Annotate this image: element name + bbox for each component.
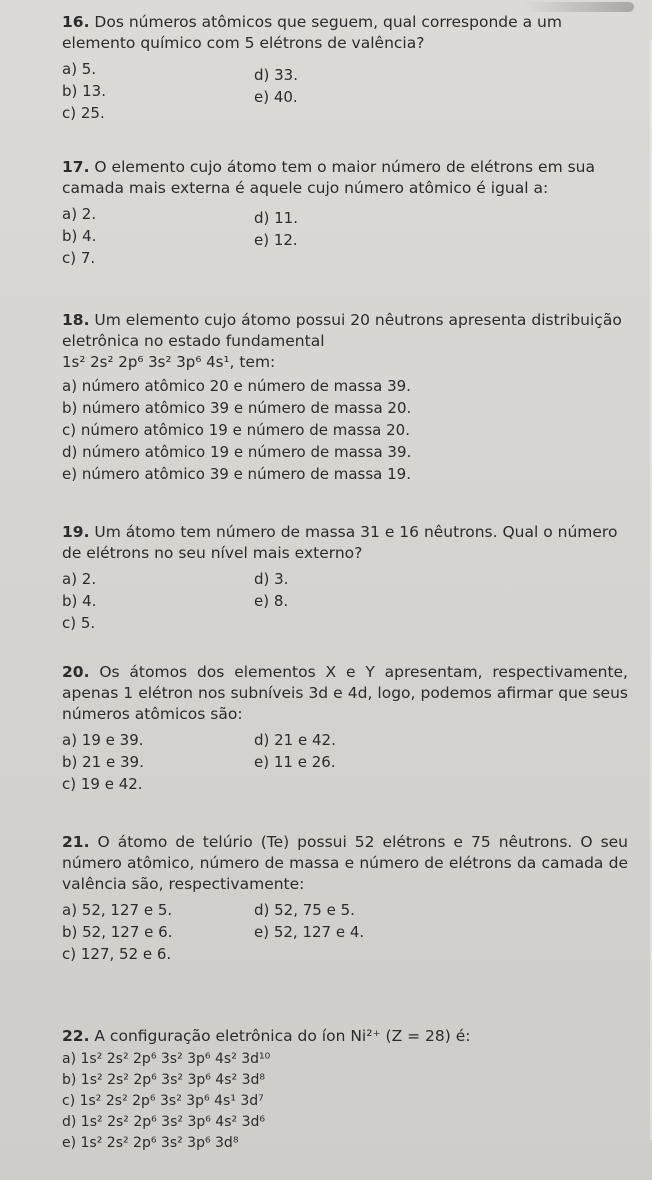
question-21 xyxy=(62,832,628,965)
options xyxy=(62,375,628,485)
option-a[interactable]: a) 2. xyxy=(62,205,97,223)
option-d[interactable]: d) 21 e 42. xyxy=(254,731,336,749)
option-d[interactable]: d) 11. xyxy=(254,209,298,227)
electron-configuration: 1s² 2s² 2p⁶ 3s² 3p⁶ 4s¹ xyxy=(62,353,230,371)
options xyxy=(62,1049,628,1154)
question-17 xyxy=(62,157,628,269)
question-21-stem xyxy=(62,832,628,895)
question-20 xyxy=(62,662,628,795)
option-d[interactable]: d) 1s² 2s² 2p⁶ 3s² 3p⁶ 4s² 3d⁶ xyxy=(62,1114,265,1130)
option-e[interactable]: e) 40. xyxy=(254,88,298,106)
question-number: 22. xyxy=(62,1027,90,1045)
option-a[interactable]: a) 52, 127 e 5. xyxy=(62,901,173,919)
question-18 xyxy=(62,310,628,485)
question-16 xyxy=(62,12,628,124)
option-c[interactable]: c) 25. xyxy=(62,104,105,122)
question-number: 18. xyxy=(62,311,90,329)
option-e[interactable]: e) 11 e 26. xyxy=(254,753,336,771)
question-number: 16. xyxy=(62,13,90,31)
option-d[interactable]: d) 52, 75 e 5. xyxy=(254,901,355,919)
question-19 xyxy=(62,522,628,634)
question-22-stem xyxy=(62,1026,628,1047)
option-b[interactable]: b) 21 e 39. xyxy=(62,753,144,771)
question-text: Dos números atômicos que seguem, qual corresponde a um elemento químico com 5 elétrons de valência? xyxy=(62,13,562,52)
option-c[interactable]: c) 127, 52 e 6. xyxy=(62,945,172,963)
option-a[interactable]: a) 5. xyxy=(62,60,97,78)
question-number: 19. xyxy=(62,523,90,541)
question-17-stem xyxy=(62,157,628,199)
option-b[interactable]: b) 4. xyxy=(62,227,97,245)
question-20-stem xyxy=(62,662,628,725)
question-18-stem xyxy=(62,310,628,373)
option-c[interactable]: c) 7. xyxy=(62,249,96,267)
question-text: Um elemento cujo átomo possui 20 nêutrons apresenta distribuição eletrônica no estado fundamental xyxy=(62,311,622,350)
option-c[interactable]: c) número atômico 19 e número de massa 20. xyxy=(62,421,410,439)
option-a[interactable]: a) 1s² 2s² 2p⁶ 3s² 3p⁶ 4s² 3d¹⁰ xyxy=(62,1051,271,1067)
option-b[interactable]: b) 4. xyxy=(62,592,97,610)
option-a[interactable]: a) número atômico 20 e número de massa 39. xyxy=(62,377,411,395)
question-number: 21. xyxy=(62,833,90,851)
option-b[interactable]: b) 52, 127 e 6. xyxy=(62,923,173,941)
question-text: Um átomo tem número de massa 31 e 16 nêutrons. Qual o número de elétrons no seu nível mais externo? xyxy=(62,523,618,562)
option-c[interactable]: c) 1s² 2s² 2p⁶ 3s² 3p⁶ 4s¹ 3d⁷ xyxy=(62,1093,264,1109)
option-b[interactable]: b) 1s² 2s² 2p⁶ 3s² 3p⁶ 4s² 3d⁸ xyxy=(62,1072,265,1088)
option-d[interactable]: d) 33. xyxy=(254,66,298,84)
option-e[interactable]: e) 1s² 2s² 2p⁶ 3s² 3p⁶ 3d⁸ xyxy=(62,1135,239,1151)
question-text: Os átomos dos elementos X e Y apresentam, respectivamente, apenas 1 elétron nos subníveis 3d e 4d, logo, podemos afirmar que seus números atômicos são: xyxy=(62,663,628,723)
option-e[interactable]: e) 52, 127 e 4. xyxy=(254,923,365,941)
question-number: 20. xyxy=(62,663,90,681)
option-e[interactable]: e) 12. xyxy=(254,231,298,249)
option-d[interactable]: d) 3. xyxy=(254,570,289,588)
question-text: A configuração eletrônica do íon Ni²⁺ (Z = 28) é: xyxy=(94,1027,471,1045)
option-c[interactable]: c) 19 e 42. xyxy=(62,775,143,793)
question-19-stem xyxy=(62,522,628,564)
question-text: O elemento cujo átomo tem o maior número de elétrons em sua camada mais externa é aquele cujo número atômico é igual a: xyxy=(62,158,596,197)
option-c[interactable]: c) 5. xyxy=(62,614,96,632)
options xyxy=(62,58,628,124)
option-e[interactable]: e) 8. xyxy=(254,592,289,610)
question-number: 17. xyxy=(62,158,90,176)
option-d[interactable]: d) número atômico 19 e número de massa 39. xyxy=(62,443,412,461)
config-suffix: , tem: xyxy=(229,353,276,371)
option-e[interactable]: e) número atômico 39 e número de massa 19. xyxy=(62,465,411,483)
option-a[interactable]: a) 19 e 39. xyxy=(62,731,144,749)
option-b[interactable]: b) 13. xyxy=(62,82,106,100)
question-22 xyxy=(62,1026,628,1154)
options xyxy=(62,899,628,965)
question-16-stem xyxy=(62,12,628,54)
page-shadow xyxy=(524,2,634,12)
options xyxy=(62,729,628,795)
option-b[interactable]: b) número atômico 39 e número de massa 20. xyxy=(62,399,412,417)
option-a[interactable]: a) 2. xyxy=(62,570,97,588)
options xyxy=(62,203,628,269)
question-text: O átomo de telúrio (Te) possui 52 elétrons e 75 nêutrons. O seu número atômico, número de massa e número de elétrons da camada de valência são, respectivamente: xyxy=(62,833,629,893)
options xyxy=(62,568,628,634)
